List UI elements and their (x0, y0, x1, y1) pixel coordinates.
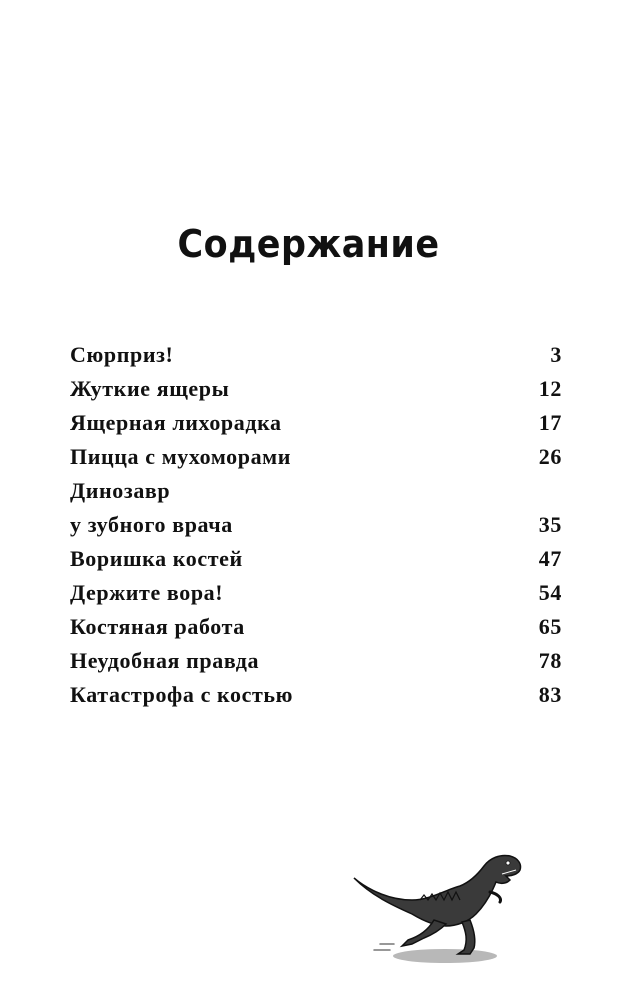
toc-entry-title-line: Костяная работа (70, 614, 245, 639)
toc-entry[interactable] (70, 440, 562, 474)
toc-entry-title-line: Сюрприз! (70, 342, 174, 367)
toc-entry-title (70, 338, 174, 372)
toc-entry-title (70, 678, 293, 712)
dinosaur-eye (506, 861, 510, 865)
toc-entry-title (70, 576, 223, 610)
toc-entry[interactable] (70, 610, 562, 644)
toc-entry-title-line: Ящерная лихорадка (70, 410, 282, 435)
toc-entry-title-line: у зубного врача (70, 512, 233, 537)
toc-entry[interactable] (70, 542, 562, 576)
toc-entry-title (70, 440, 291, 474)
toc-entry-page: 26 (538, 444, 562, 469)
toc-entry-title (70, 610, 245, 644)
toc-entry-page: 35 (538, 512, 562, 537)
toc-entry-page: 54 (538, 580, 562, 605)
dinosaur-front-leg (458, 920, 475, 954)
toc-entry[interactable] (70, 644, 562, 678)
toc-entry-title (70, 542, 243, 576)
toc-entry-title-line: Жуткие ящеры (70, 376, 230, 401)
table-of-contents (70, 338, 562, 712)
page-title: Содержание (177, 222, 440, 266)
toc-entry-title (70, 644, 259, 678)
dinosaur-back-leg (402, 920, 446, 946)
toc-entry-title-line: Катастрофа с костью (70, 682, 294, 707)
toc-entry-title-line: Неудобная правда (70, 648, 260, 673)
toc-entry-page: 47 (538, 546, 562, 571)
toc-entry-page: 83 (538, 682, 562, 707)
toc-entry-page: 12 (538, 376, 562, 401)
toc-entry-page: 17 (538, 410, 562, 435)
toc-entry-page: 3 (550, 342, 562, 367)
toc-entry[interactable] (70, 372, 562, 406)
toc-entry-title-line: Динозавр (70, 478, 171, 503)
dinosaur-speed-lines (374, 944, 394, 950)
toc-entry-title-line: Держите вора! (70, 580, 224, 605)
toc-entry-title (70, 372, 229, 406)
toc-entry-page: 65 (538, 614, 562, 639)
toc-entry-page: 78 (538, 648, 562, 673)
toc-entry-title-line: Воришка костей (70, 546, 243, 571)
toc-entry[interactable] (70, 678, 562, 712)
dinosaur-shadow (393, 949, 497, 963)
toc-entry-title-line: Пицца с мухоморами (70, 444, 292, 469)
dinosaur-arm (490, 892, 501, 902)
toc-entry-title (70, 406, 282, 440)
toc-entry[interactable] (70, 406, 562, 440)
toc-entry[interactable] (70, 576, 562, 610)
toc-entry-title (70, 474, 233, 542)
toc-entry[interactable] (70, 338, 562, 372)
dinosaur-body (354, 855, 521, 926)
running-dinosaur-icon (350, 848, 525, 968)
toc-entry[interactable] (70, 474, 562, 542)
